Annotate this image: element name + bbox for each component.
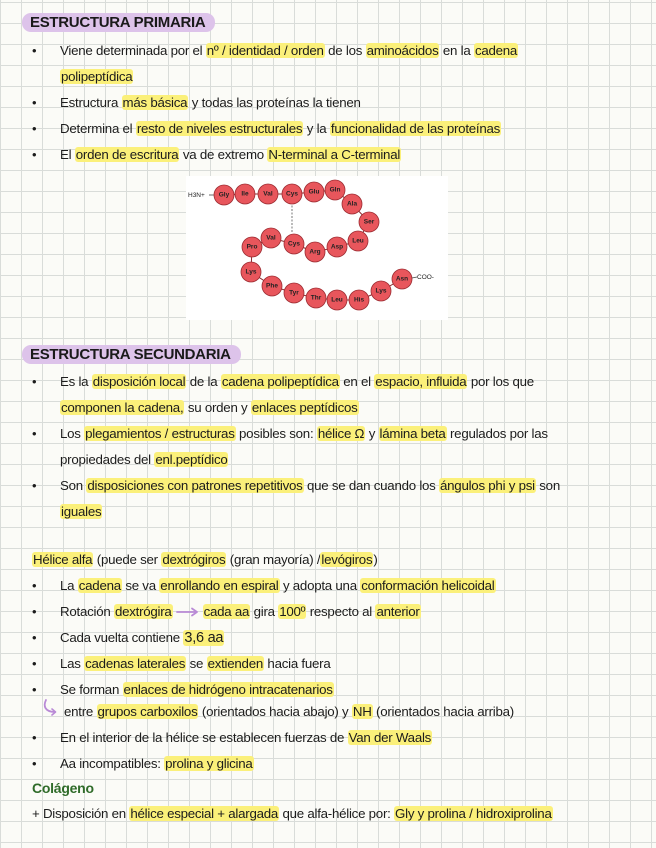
- text: Cada vuelta contiene: [60, 630, 184, 645]
- highlight: cadenas laterales: [85, 656, 186, 671]
- heading-estructura-secundaria: ESTRUCTURA SECUNDARIA: [22, 345, 241, 364]
- highlight: cadena: [78, 578, 121, 593]
- text: y la: [303, 121, 330, 136]
- svg-text:Cys: Cys: [288, 240, 300, 248]
- highlight: disposición local: [92, 374, 186, 389]
- bullet: •: [32, 756, 37, 771]
- svg-text:Asn: Asn: [395, 275, 409, 283]
- bullet: •: [32, 630, 37, 645]
- primaria-bullet-3: [60, 120, 501, 138]
- bullet: •: [32, 426, 37, 441]
- highlight: resto de niveles estructurales: [136, 121, 303, 136]
- highlight: cada aa: [203, 604, 250, 619]
- text: + Disposición en: [32, 806, 130, 821]
- highlight: enl.peptídico: [155, 452, 228, 467]
- highlight: componen la cadena,: [61, 400, 184, 415]
- text: se va: [121, 578, 160, 593]
- helice-bullet-3: [60, 629, 224, 647]
- amino-acid-gly: [214, 185, 234, 205]
- bullet: •: [32, 578, 37, 593]
- text: (puede ser: [93, 552, 162, 567]
- amino-acid-arg: [305, 242, 325, 262]
- amino-acid-tyr: [284, 283, 304, 303]
- highlight: levógiros: [321, 552, 373, 567]
- helice-bullet-1: [60, 577, 496, 595]
- amino-acid-glu: [304, 182, 324, 202]
- text: El: [60, 147, 75, 162]
- svg-text:Gly: Gly: [218, 191, 230, 199]
- peptide-chain-diagram: [186, 176, 448, 320]
- svg-text:Val: Val: [266, 234, 276, 242]
- highlight: dextrógira: [114, 604, 172, 619]
- secundaria-bullet-2-cont: [60, 451, 228, 469]
- text: Estructura: [60, 95, 122, 110]
- helice-bullet-4: [60, 655, 330, 673]
- text: Aa incompatibles:: [60, 756, 165, 771]
- svg-text:Asp: Asp: [330, 243, 344, 251]
- bullet: •: [32, 147, 37, 162]
- highlight: disposiciones con patrones repetitivos: [87, 478, 303, 493]
- bullet: •: [32, 604, 37, 619]
- svg-text:Lys: Lys: [375, 287, 387, 295]
- text: respecto al: [306, 604, 376, 619]
- curved-arrow-icon: [42, 698, 58, 716]
- helice-bullet-6: [60, 729, 432, 747]
- highlight: NH: [352, 704, 372, 719]
- svg-text:Gln: Gln: [329, 186, 341, 194]
- highlight: aminoácidos: [366, 43, 439, 58]
- text: Se forman: [60, 682, 123, 697]
- text: Son: [60, 478, 87, 493]
- helice-bullet-5: [60, 681, 334, 699]
- amino-acid-leu: [327, 290, 347, 310]
- helice-sub-line: [64, 703, 514, 721]
- svg-text:Arg: Arg: [309, 248, 321, 256]
- highlight: funcionalidad de las proteínas: [330, 121, 501, 136]
- svg-text:Tyr: Tyr: [289, 289, 299, 297]
- text: va de extremo: [179, 147, 268, 162]
- svg-text:Thr: Thr: [310, 294, 322, 302]
- highlight: N-terminal a C-terminal: [268, 147, 401, 162]
- text: propiedades del: [60, 452, 155, 467]
- bullet: •: [32, 95, 37, 110]
- text: regulados por las: [446, 426, 548, 441]
- text: (orientados hacia arriba): [372, 704, 514, 719]
- text: y: [365, 426, 379, 441]
- highlight: dextrógiros: [162, 552, 226, 567]
- text: Viene determinada por el: [60, 43, 206, 58]
- bullet: •: [32, 656, 37, 671]
- text: Es la: [60, 374, 92, 389]
- secundaria-bullet-1: [60, 373, 534, 391]
- text: de los: [324, 43, 366, 58]
- svg-text:Phe: Phe: [266, 282, 278, 290]
- highlight: enlaces de hidrógeno intracatenarios: [123, 682, 333, 697]
- highlight: orden de escritura: [75, 147, 179, 162]
- text: Determina el: [60, 121, 136, 136]
- text: se: [186, 656, 207, 671]
- text: La: [60, 578, 78, 593]
- bullet: •: [32, 730, 37, 745]
- text: de la: [186, 374, 221, 389]
- primaria-bullet-4: [60, 146, 401, 164]
- highlight: 100º: [279, 604, 306, 619]
- text: Rotación: [60, 604, 114, 619]
- highlight: cadena: [474, 43, 518, 58]
- helice-bullet-7: [60, 755, 254, 773]
- highlight: más básica: [122, 95, 188, 110]
- amino-acid-cys: [284, 234, 304, 254]
- heading-estructura-primaria: ESTRUCTURA PRIMARIA: [22, 13, 215, 32]
- highlight: 3,6 aa: [184, 630, 224, 646]
- text: gira: [250, 604, 279, 619]
- colageno-line: [32, 805, 553, 823]
- amino-acid-lys: [371, 281, 391, 301]
- highlight: enlaces peptídicos: [251, 400, 358, 415]
- highlight: Hélice alfa: [33, 552, 93, 567]
- svg-text:Lys: Lys: [245, 268, 257, 276]
- text: son: [535, 478, 560, 493]
- amino-acid-pro: [242, 237, 262, 257]
- highlight: prolina y glicina: [165, 756, 253, 771]
- bullet: •: [32, 43, 37, 58]
- text: por los que: [467, 374, 534, 389]
- highlight: grupos carboxilos: [97, 704, 198, 719]
- text: posibles son:: [235, 426, 317, 441]
- text: en el: [339, 374, 375, 389]
- bullet: •: [32, 682, 37, 697]
- amino-acid-asn: [392, 269, 412, 289]
- highlight: nº / identidad / orden: [206, 43, 324, 58]
- text: Las: [60, 656, 85, 671]
- svg-text:Ser: Ser: [363, 218, 375, 226]
- amino-acid-ser: [359, 212, 379, 232]
- primaria-bullet-1-cont: [60, 68, 133, 86]
- helice-bullet-2: [60, 603, 421, 621]
- svg-text:Glu: Glu: [308, 188, 320, 196]
- svg-text:Ile: Ile: [241, 190, 249, 198]
- highlight: conformación helicoidal: [361, 578, 495, 593]
- amino-acid-ala: [342, 194, 362, 214]
- arrow-right-icon: [176, 607, 200, 617]
- n-terminal-label: H3N+: [188, 192, 205, 199]
- amino-acid-his: [349, 290, 369, 310]
- text: y adopta una: [279, 578, 361, 593]
- secundaria-bullet-1-cont: [60, 399, 359, 417]
- highlight: Van der Waals: [348, 730, 432, 745]
- text: (gran mayoría) /: [226, 552, 321, 567]
- highlight: Gly y prolina / hidroxiprolina: [395, 806, 552, 821]
- amino-acid-phe: [262, 276, 282, 296]
- amino-acid-cys: [282, 184, 302, 204]
- amino-acid-ile: [235, 184, 255, 204]
- svg-text:Ala: Ala: [346, 200, 358, 208]
- secundaria-bullet-2: [60, 425, 548, 443]
- bullet: •: [32, 478, 37, 493]
- highlight: enrollando en espiral: [160, 578, 279, 593]
- text: su orden y: [184, 400, 251, 415]
- svg-text:His: His: [353, 296, 365, 304]
- secundaria-bullet-3: [60, 477, 560, 495]
- amino-acid-gln: [325, 180, 345, 200]
- text: Los: [60, 426, 85, 441]
- highlight: anterior: [376, 604, 420, 619]
- amino-acid-val: [258, 184, 278, 204]
- helice-alfa-title: [32, 551, 378, 569]
- highlight: hélice especial + alargada: [130, 806, 279, 821]
- c-terminal-label: COO-: [417, 274, 434, 281]
- amino-acid-thr: [306, 288, 326, 308]
- highlight: polipeptídica: [61, 69, 133, 84]
- amino-acid-val: [261, 228, 281, 248]
- text: En el interior de la hélice se establecen fuerzas de: [60, 730, 348, 745]
- bullet: •: [32, 374, 37, 389]
- svg-text:Val: Val: [263, 190, 273, 198]
- highlight: cadena polipeptídica: [221, 374, 339, 389]
- highlight: iguales: [61, 504, 102, 519]
- amino-acid-asp: [327, 237, 347, 257]
- highlight: extienden: [207, 656, 263, 671]
- svg-text:Cys: Cys: [286, 190, 298, 198]
- primaria-bullet-1: [60, 42, 518, 60]
- highlight: hélice Ω: [317, 426, 365, 441]
- text: y todas las proteínas la tienen: [188, 95, 361, 110]
- text: en la: [439, 43, 474, 58]
- text: (orientados hacia abajo) y: [198, 704, 352, 719]
- highlight: lámina beta: [379, 426, 446, 441]
- text: ): [373, 552, 378, 567]
- text: que se dan cuando los: [303, 478, 440, 493]
- svg-text:Leu: Leu: [352, 237, 364, 245]
- text: que alfa-hélice por:: [279, 806, 395, 821]
- highlight: ángulos phi y psi: [440, 478, 535, 493]
- amino-acid-lys: [241, 262, 261, 282]
- svg-text:Leu: Leu: [331, 296, 343, 304]
- secundaria-bullet-3-cont: [60, 503, 102, 521]
- text: entre: [64, 704, 97, 719]
- primaria-bullet-2: [60, 94, 361, 112]
- highlight: espacio, influida: [375, 374, 467, 389]
- bullet: •: [32, 121, 37, 136]
- highlight: plegamientos / estructuras: [85, 426, 235, 441]
- text: hacia fuera: [263, 656, 331, 671]
- svg-text:Pro: Pro: [246, 243, 258, 251]
- amino-acid-leu: [348, 231, 368, 251]
- colageno-heading: Colágeno: [32, 780, 94, 796]
